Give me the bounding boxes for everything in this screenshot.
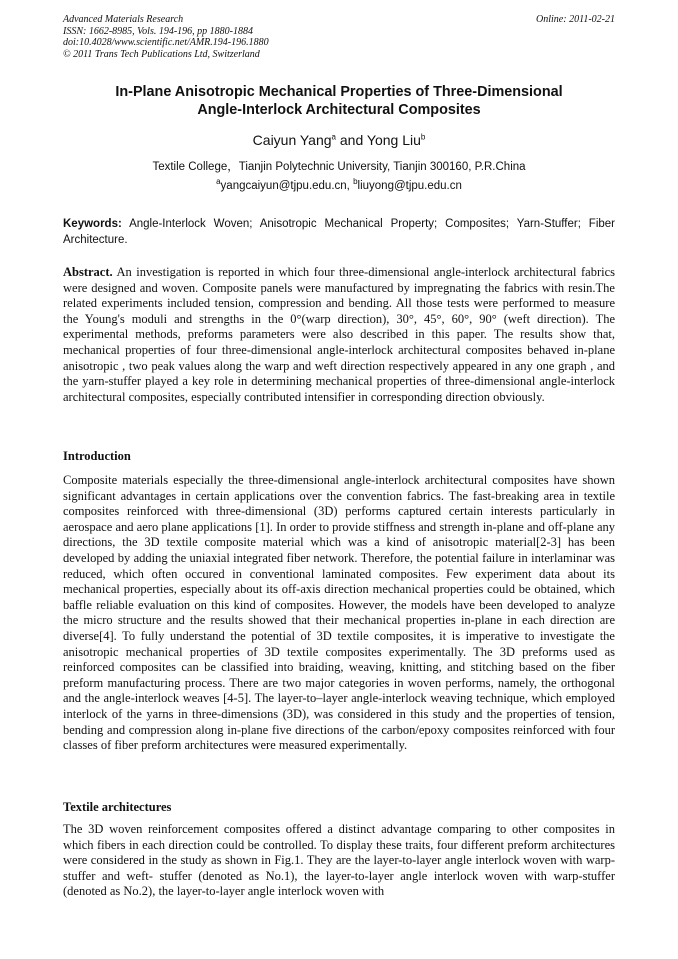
abstract-section xyxy=(63,265,615,405)
abstract-text: An investigation is reported in which four three-dimensional angle-interlock architectural fabrics were designed and woven. Composite panels were manufactured by impregnating the fabrics with resin.The related experiments included tension, compression and bending. All those tests were performed to measure the Young's moduli and strengths in the 0°(warp direction), 30°, 45°, 60°, 90° (weft direction). The experimental methods, preforms parameters were also described in this paper. The results show that, mechanical properties of four three-dimensional angle-interlock architectural composites behaved in-plane anisotropic , two peak values along the warp and weft direction respectively appeared in any one graph , and the yarn-stuffer played a key role in determining mechanical properties of three-dimensional angle-interlock architectural composites, especially contributed intensifier in corresponding direction obviously. xyxy=(63,265,615,404)
textile-architectures-heading: Textile architectures xyxy=(63,800,172,814)
paper-title xyxy=(40,83,638,119)
author-conjunction: and xyxy=(336,132,367,148)
author-1-affil-mark: a xyxy=(331,132,336,142)
author-list xyxy=(40,132,638,148)
title-line-1: In-Plane Anisotropic Mechanical Properties of Three-Dimensional xyxy=(115,84,563,100)
author-1: Caiyun Yang xyxy=(252,132,332,148)
email-b[interactable]: liuyong@tjpu.edu.cn xyxy=(357,180,462,192)
email-b-mark: b xyxy=(353,177,358,187)
copyright-line: © 2011 Trans Tech Publications Ltd, Switzerland xyxy=(63,48,260,60)
author-2: Yong Liu xyxy=(366,132,421,148)
author-emails xyxy=(40,179,638,193)
issn-line: ISSN: 1662-8985, Vols. 194-196, pp 1880-1884 xyxy=(63,25,253,37)
doi-line: doi:10.4028/www.scientific.net/AMR.194-196.1880 xyxy=(63,37,269,49)
textile-architectures-paragraph: The 3D woven reinforcement composites offered a distinct advantage comparing to other composites in which fibers in each direction could be controlled. To display these traits, four different preform architectures were considered in the study as shown in Fig.1. They are the layer-to-layer angle interlock woven with warp-stuffer and weft- stuffer (denoted as No.1), the layer-to-layer angle interlock woven with warp-stuffer (denoted as No.2), the layer-to-layer angle interlock woven with xyxy=(63,822,615,899)
email-a[interactable]: yangcaiyun@tjpu.edu.cn, xyxy=(220,180,354,192)
keywords-label: Keywords: xyxy=(63,218,122,230)
journal-name: Advanced Materials Research xyxy=(63,14,184,25)
journal-header xyxy=(63,14,615,60)
online-date: Online: 2011-02-21 xyxy=(536,14,615,25)
keywords-section xyxy=(63,216,615,248)
keywords-text: Angle-Interlock Woven; Anisotropic Mechanical Property; Composites; Yarn-Stuffer; Fiber Architecture. xyxy=(63,218,615,246)
affiliation: Textile College，Tianjin Polytechnic University, Tianjin 300160, P.R.China xyxy=(152,161,526,173)
introduction-heading: Introduction xyxy=(63,449,131,463)
author-2-affil-mark: b xyxy=(420,132,426,142)
abstract-label: Abstract. xyxy=(63,265,113,279)
title-line-2: Angle-Interlock Architectural Composites xyxy=(197,102,481,118)
email-a-mark: a xyxy=(216,177,221,187)
introduction-paragraph: Composite materials especially the three-dimensional angle-interlock architectural composites have shown significant advantages in certain applications over the convention fabrics. The fast-breaking area in textile composites reinforced with three-dimensional (3D) performs captured certain interests particularly in aerospace and aero plane applications [1]. In order to provide stiffness and strength in-plane and off-plane any directions, the 3D textile composite material which was a kind of anisotropic material[2-3] has been developed by adding the uniaxial integrated fiber network. Therefore, the potential failure in interlaminar was reduced, which often occured in conventional laminated composites. Few experiment data about its mechanical properties, especially about its off-axis direction mechanical properties could be obtained, which baffle reliable evaluation on this kind of composites. However, the models have been developed to analyze the micro structure and the results showed that their mechanical properties in-plane in each direction are diverse[4]. To fully understand the potential of 3D textile composites, it is imperative to investigate the anisotropic mechanical properties of 3D textile composites experimentally. The 3D preforms used as reinforced composites can be classified into braiding, weaving, knitting, and stitching based on the fiber preform manufacturing process. There are two major categories in woven performs, namely, the orthogonal and the angle-interlock weaves [4-5]. The layer-to–layer angle-interlock weaving technique, which employed interlock of the yarns in three-dimensions (3D), was considered in this study and the properties of tension, bending and compression along in-plane five directions of the carbon/epoxy composites reinforced with four classes of fiber preform architectures were measured experimentally. xyxy=(63,473,615,753)
